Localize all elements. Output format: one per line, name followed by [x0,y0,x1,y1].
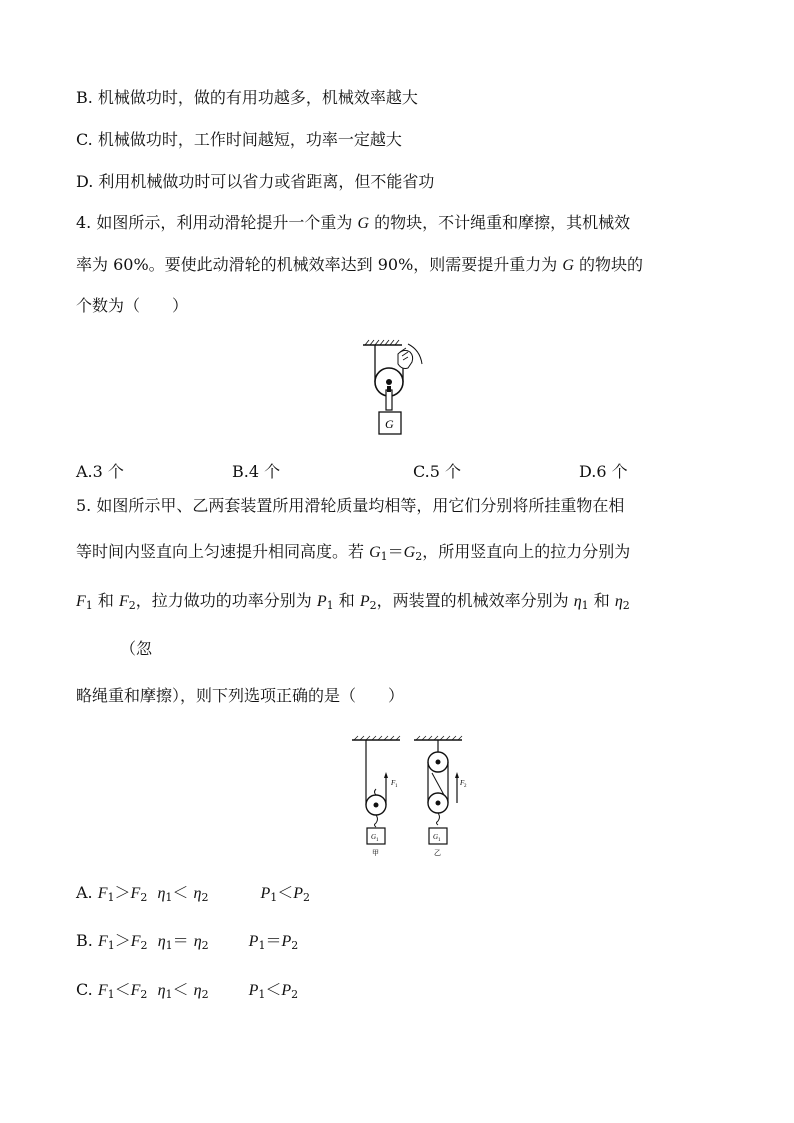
q5-option-a: A. $F_1>F_2$ $\eta_1< \eta_2$ $P_1<P_2$ [76,883,311,904]
q5-figure-f2: F [460,779,465,787]
q4-option-d: D.6 个 [579,462,628,481]
q4-option-a: A.3 个 [76,462,124,481]
q3-option-d: D. 利用机械做功时可以省力或省距离，但不能省功 [76,172,435,191]
q5-figure-g1: G [371,833,377,841]
q4-option-c: C.5 个 [413,462,462,481]
q3-option-c: C. 机械做功时，工作时间越短，功率一定越大 [76,130,402,149]
q4-stem-line3: 个数为（ ） [76,296,189,315]
q5-figure-g1-sub: 1 [376,838,379,843]
q5-option-c: C. $F_1<F_2$ $\eta_1< \eta_2$ $P_1<P_2$ [76,980,299,1001]
q5-stem-line2: 等时间内竖直向上匀速提升相同高度。若 $G_1=G_2$，所用竖直向上的拉力分别为 [76,542,631,563]
q4-option-b: B.4 个 [232,462,281,481]
q5-figure-g2-sub: 1 [438,838,441,843]
q5-stem-line5: 略绳重和摩擦），则下列选项正确的是（ ） [76,686,405,705]
q4-figure-label: G [385,417,394,431]
q5-figure-yi: 乙 [434,849,441,857]
q3-option-b: B. 机械做功时，做的有用功越多，机械效率越大 [76,88,418,107]
q5-figure-jia: 甲 [372,849,379,857]
q5-stem-line3: $F_1$ 和 $F_2$，拉力做功的功率分别为 $P_1$ 和 $P_2$，两装置的机械效率分别为 $\eta_1$ 和 $\eta_2$ [76,591,630,612]
q5-pulley-figure [350,735,470,859]
q4-pulley-figure [358,338,428,440]
q5-figure-g2: G [433,833,439,841]
q4-stem-line2: 率为 60%。要使此动滑轮的机械效率达到 90%，则需要提升重力为 G 的物块的 [76,255,644,274]
q4-stem-line1: 4. 如图所示，利用动滑轮提升一个重为 G 的物块，不计绳重和摩擦，其机械效 [76,213,631,232]
q5-stem-line4: （忽 [120,639,153,658]
q5-figure-f2-sub: 2 [464,784,467,789]
q5-option-b: B. $F_1>F_2$ $\eta_1= \eta_2$ $P_1=P_2$ [76,931,299,952]
q5-figure-f1-sub: 1 [395,784,398,789]
q5-figure-f1: F [391,779,396,787]
q5-stem-line1: 5. 如图所示甲、乙两套装置所用滑轮质量均相等，用它们分别将所挂重物在相 [76,496,625,515]
